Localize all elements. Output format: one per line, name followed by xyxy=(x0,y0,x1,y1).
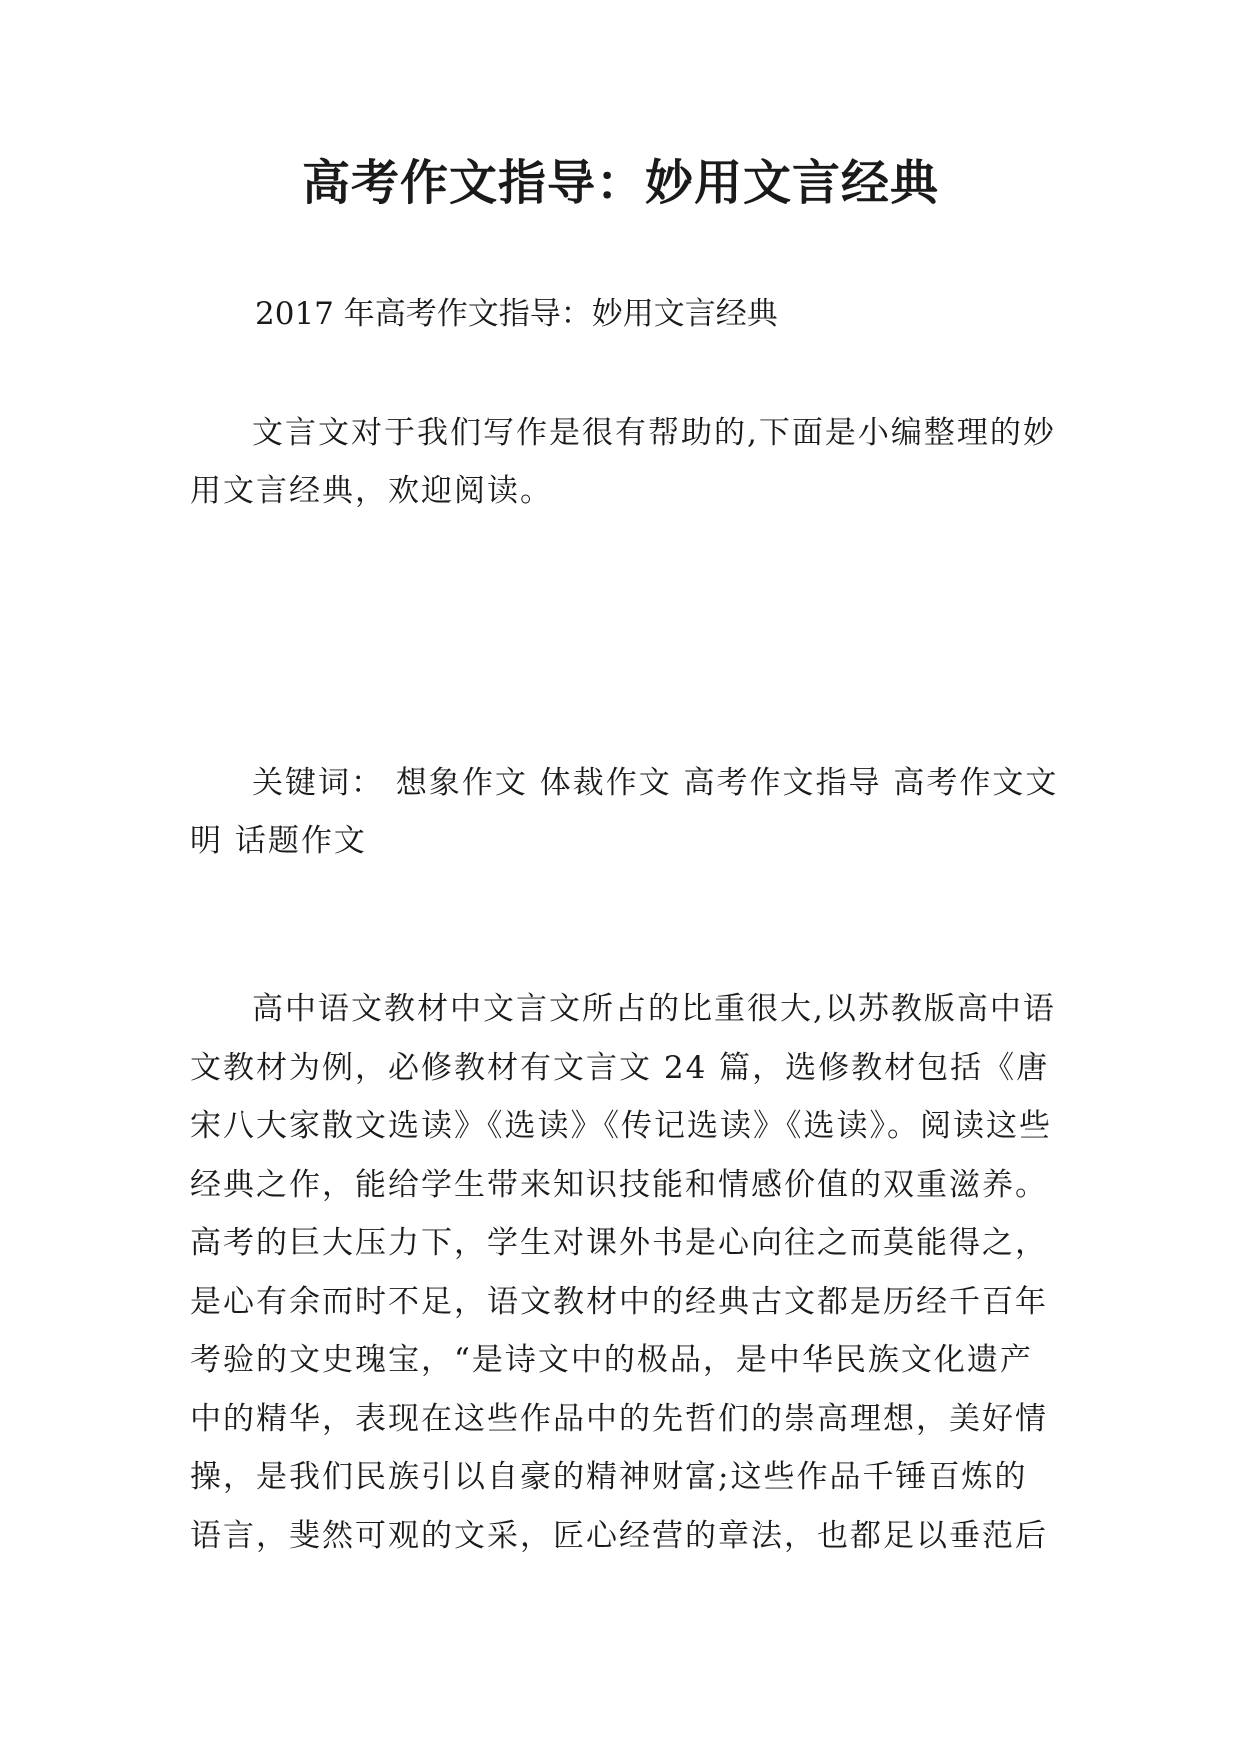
document-title: 高考作文指导：妙用文言经典 xyxy=(301,155,939,211)
body-paragraph: 高中语文教材中文言文所占的比重很大,以苏教版高中语文教材为例，必修教材有文言文 24 篇，选修教材包括《唐宋八大家散文选读》《选读》《传记选读》《选读》。阅读这些经典之作，能给学生带来知识技能和情感价值的双重滋养。高考的巨大压力下，学生对课外书是心向往之而莫能得之，是心有余而时不足，语文教材中的经典古文都是历经千百年考验的文史瑰宝，“是诗文中的极品，是中华民族文化遗产中的精华，表现在这些作品中的先哲们的崇高理想，美好情操，是我们民族引以自豪的精神财富;这些作品千锤百炼的语言，斐然可观的文采，匠心经营的章法，也都足以垂范后 xyxy=(190,991,1056,1554)
keywords-paragraph: 关键词： 想象作文 体裁作文 高考作文指导 高考作文文明 话题作文 xyxy=(190,765,1059,859)
intro-paragraph: 文言文对于我们写作是很有帮助的,下面是小编整理的妙用文言经典，欢迎阅读。 xyxy=(190,415,1056,509)
document-subtitle: 2017 年高考作文指导：妙用文言经典 xyxy=(255,296,778,332)
